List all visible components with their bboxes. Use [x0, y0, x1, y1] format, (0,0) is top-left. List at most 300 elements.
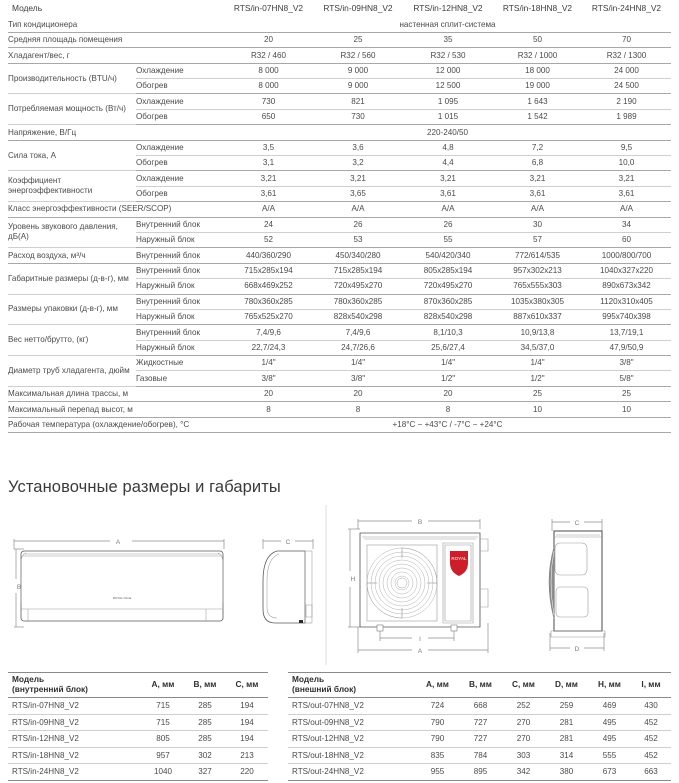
spec-header-model-3: RTS/in-18HN8_V2 [502, 3, 573, 14]
spec-row-value-0: 715x285x194 [224, 263, 313, 278]
spec-row-value-4: 34 [582, 217, 671, 232]
spec-row-value-1: 25 [313, 32, 403, 47]
outdoor-dims-value-0: 955 [416, 764, 459, 781]
spec-row-value-2: 8,1/10,3 [403, 325, 493, 340]
spec-header-label: Модель [12, 3, 43, 14]
spec-row-value-0: 8 000 [224, 79, 313, 94]
spec-row-value-1: 20 [313, 386, 403, 401]
outdoor-dims-value-5: 452 [631, 747, 671, 764]
outdoor-dims-value-3: 281 [545, 731, 588, 748]
outdoor-dimensions-table [288, 672, 671, 781]
indoor-dim-c-label: C [285, 539, 291, 546]
spec-row-value-3: 887x610x337 [493, 309, 582, 324]
spec-row-value-3: 50 [493, 32, 582, 47]
outdoor-unit-side-diagram [520, 511, 640, 665]
spec-row-value-1: R32 / 560 [313, 48, 403, 63]
spec-row-value-0: 3,5 [224, 140, 313, 155]
outdoor-dims-row [288, 698, 671, 715]
spec-row-value-3: 1/2" [493, 371, 582, 386]
outdoor-dims-value-2: 252 [502, 698, 545, 715]
indoor-dim-a-label: A [115, 539, 121, 546]
spec-row-value-4: 1000/800/700 [582, 248, 671, 263]
spec-row-value-3: R32 / 1000 [493, 48, 582, 63]
outdoor-dims-value-1: 784 [459, 747, 502, 764]
spec-row-sublabel: Обогрев [136, 79, 224, 94]
spec-row-value-1: 53 [313, 232, 403, 247]
indoor-dims-model: RTS/in-12HN8_V2 [8, 731, 142, 748]
spec-row-value-3: A/A [493, 202, 582, 217]
spec-row-value-1: 1/4" [313, 356, 403, 371]
spec-row-value-3: 1 643 [493, 94, 582, 109]
outdoor-dims-title-line2: (внешний блок) [292, 684, 356, 694]
spec-row-value-2: 3,61 [403, 186, 493, 201]
spec-row-value-0: 3,21 [224, 171, 313, 186]
spec-row-label: Размеры упаковки (д-в-г), мм [8, 294, 136, 325]
outdoor-dims-model: RTS/out-24HN8_V2 [288, 764, 416, 781]
indoor-side-foot [299, 620, 303, 623]
outdoor-dims-value-3: 281 [545, 714, 588, 731]
indoor-dims-value-1: 285 [184, 714, 226, 731]
spec-row-value-1: 450/340/280 [313, 248, 403, 263]
outdoor-dims-value-5: 663 [631, 764, 671, 781]
spec-row-label: Класс энергоэффективности (SEER/SCOP) [8, 202, 224, 217]
outdoor-dims-value-0: 835 [416, 747, 459, 764]
spec-row-label: Максимальный перепад высот, м [8, 402, 224, 417]
outdoor-dims-value-2: 270 [502, 731, 545, 748]
spec-row-value-1: 3/8" [313, 371, 403, 386]
spec-row-value-3: 3,21 [493, 171, 582, 186]
spec-row-sublabel: Наружный блок [136, 279, 224, 294]
outdoor-dims-model: RTS/out-18HN8_V2 [288, 747, 416, 764]
spec-row-value-4: R32 / 1300 [582, 48, 671, 63]
spec-row-sublabel: Обогрев [136, 156, 224, 171]
outdoor-dims-col-c: C, мм [502, 673, 545, 698]
outdoor-dims-col-h: H, мм [588, 673, 631, 698]
spec-row-value-2: A/A [403, 202, 493, 217]
outdoor-dims-value-3: 259 [545, 698, 588, 715]
spec-row-value-3: 25 [493, 386, 582, 401]
spec-row-value-4: 1 989 [582, 109, 671, 124]
spec-row [8, 217, 671, 232]
spec-row-value-4: 70 [582, 32, 671, 47]
spec-row-value-1: 720x495x270 [313, 279, 403, 294]
spec-row-label: Хладагент/вес, г [8, 48, 224, 63]
indoor-dim-b-label: B [16, 584, 22, 591]
indoor-dims-col-a: A, мм [142, 673, 184, 698]
spec-row [8, 248, 671, 263]
spec-row-label: Потребляемая мощность (Вт/ч) [8, 94, 136, 125]
spec-row-sublabel: Внутренний блок [136, 263, 224, 278]
spec-row-value-0: 668x469x252 [224, 279, 313, 294]
spec-row [8, 325, 671, 340]
spec-row-value-0: 730 [224, 94, 313, 109]
indoor-dims-head [8, 673, 268, 698]
spec-row [8, 171, 671, 186]
outdoor-dims-row [288, 731, 671, 748]
spec-row-label: Вес нетто/брутто, (кг) [8, 325, 136, 356]
spec-row-sublabel: Охлаждение [136, 140, 224, 155]
indoor-dims-value-1: 302 [184, 747, 226, 764]
outdoor-dims-value-5: 452 [631, 714, 671, 731]
outdoor-dims-value-3: 314 [545, 747, 588, 764]
outdoor-unit-front-diagram [340, 511, 520, 665]
outdoor-side-dim-c-label: C [574, 520, 580, 527]
indoor-dims-value-0: 957 [142, 747, 184, 764]
outdoor-dim-h-label: H [350, 576, 356, 583]
spec-row [8, 202, 671, 217]
spec-row-sublabel: Обогрев [136, 109, 224, 124]
spec-row-value-2: 12 000 [403, 63, 493, 78]
spec-row-value-4: 3/8" [582, 356, 671, 371]
spec-row-value-4: 1040x327x220 [582, 263, 671, 278]
specifications-table [8, 0, 671, 433]
spec-row-value-1: 3,21 [313, 171, 403, 186]
spec-row-value-2: 26 [403, 217, 493, 232]
indoor-dims-value-2: 213 [226, 747, 268, 764]
brand-logo-text: ROYAL [451, 556, 467, 561]
spec-row-sublabel: Наружный блок [136, 309, 224, 324]
outdoor-dims-value-2: 270 [502, 714, 545, 731]
outdoor-dims-title [288, 673, 416, 698]
spec-row-label: Тип кондиционера [8, 17, 224, 32]
spec-row-value-all: 220-240/50 [224, 125, 671, 140]
spec-row-value-0: 765x525x270 [224, 309, 313, 324]
spec-row [8, 32, 671, 47]
outdoor-dims-value-4: 673 [588, 764, 631, 781]
spec-row-value-1: 3,2 [313, 156, 403, 171]
spec-row-value-2: 720x495x270 [403, 279, 493, 294]
spec-row-value-0: 650 [224, 109, 313, 124]
spec-row-sublabel: Охлаждение [136, 94, 224, 109]
spec-row-value-all: настенная сплит-система [224, 17, 671, 32]
indoor-dims-body [8, 698, 268, 781]
indoor-dims-col-c: C, мм [226, 673, 268, 698]
outdoor-side-base [551, 631, 605, 637]
spec-row-label: Производительность (BTU/ч) [8, 63, 136, 94]
spec-row-value-1: 7,4/9,6 [313, 325, 403, 340]
spec-row-value-2: 1 095 [403, 94, 493, 109]
spec-row-sublabel: Наружный блок [136, 232, 224, 247]
spec-row-value-2: 8 [403, 402, 493, 417]
indoor-dims-value-2: 220 [226, 764, 268, 781]
spec-row-value-2: 828x540x298 [403, 309, 493, 324]
spec-row-value-0: 7,4/9,6 [224, 325, 313, 340]
spec-row [8, 356, 671, 371]
spec-row-value-2: 55 [403, 232, 493, 247]
spec-row [8, 294, 671, 309]
spec-row-sublabel: Жидкостные [136, 356, 224, 371]
spec-row-label: Рабочая температура (охлаждение/обогрев), °С [8, 417, 224, 432]
spec-row-value-0: 1/4" [224, 356, 313, 371]
outdoor-dims-title-line1: Модель [292, 674, 325, 685]
spec-header-model-1: RTS/in-09HN8_V2 [323, 3, 393, 14]
spec-row-value-3: 7,2 [493, 140, 582, 155]
outdoor-dims-row [288, 764, 671, 781]
outdoor-dims-value-1: 668 [459, 698, 502, 715]
outdoor-dims-col-i: I, мм [631, 673, 671, 698]
spec-row-sublabel: Обогрев [136, 186, 224, 201]
spec-row-sublabel: Охлаждение [136, 171, 224, 186]
spec-row-value-3: 772/614/535 [493, 248, 582, 263]
outdoor-dim-a-label: A [417, 648, 423, 655]
spec-row-value-0: 20 [224, 32, 313, 47]
spec-row-value-1: 3,6 [313, 140, 403, 155]
spec-row-value-4: 24 500 [582, 79, 671, 94]
spec-row-value-3: 10 [493, 402, 582, 417]
spec-row [8, 17, 671, 32]
spec-row-value-2: 35 [403, 32, 493, 47]
outdoor-side-coil [549, 547, 554, 619]
outdoor-dims-value-1: 727 [459, 714, 502, 731]
spec-row-value-4: 5/8" [582, 371, 671, 386]
spec-header-model-2: RTS/in-12HN8_V2 [413, 3, 483, 14]
indoor-side-outline [263, 551, 305, 623]
outdoor-dim-i-label: I [419, 636, 421, 643]
spec-row-label: Диаметр труб хладагента, дюйм [8, 356, 136, 387]
outdoor-dims-col-b: B, мм [459, 673, 502, 698]
spec-row-value-1: 26 [313, 217, 403, 232]
outdoor-side-outline [554, 531, 602, 631]
indoor-dims-col-b: B, мм [184, 673, 226, 698]
indoor-dims-row [8, 731, 268, 748]
outdoor-dims-model: RTS/out-12HN8_V2 [288, 731, 416, 748]
outdoor-pipe-top [480, 539, 488, 551]
indoor-dims-model: RTS/in-18HN8_V2 [8, 747, 142, 764]
spec-row-sublabel: Газовые [136, 371, 224, 386]
spec-row-value-4: 3,21 [582, 171, 671, 186]
spec-row-value-4: 890x673x342 [582, 279, 671, 294]
spec-row-value-3: 30 [493, 217, 582, 232]
indoor-unit-side-diagram [255, 535, 325, 640]
outdoor-dims-head [288, 673, 671, 698]
outdoor-dims-value-3: 380 [545, 764, 588, 781]
spec-row-value-2: 4,4 [403, 156, 493, 171]
spec-row-value-2: 4,8 [403, 140, 493, 155]
spec-row-value-3: 957x302x213 [493, 263, 582, 278]
spec-row-value-1: 828x540x298 [313, 309, 403, 324]
indoor-unit-front-diagram [10, 535, 240, 640]
spec-row [8, 263, 671, 278]
spec-row-value-4: 60 [582, 232, 671, 247]
spec-header-model-4: RTS/in-24HN8_V2 [591, 3, 662, 14]
spec-row-sublabel: Внутренний блок [136, 325, 224, 340]
indoor-dims-title-line1: Модель [12, 674, 45, 685]
spec-row-value-3: 1035x380x305 [493, 294, 582, 309]
spec-row-label: Сила тока, А [8, 140, 136, 171]
spec-header-model-0: RTS/in-07HN8_V2 [233, 3, 304, 14]
spec-row-value-0: R32 / 460 [224, 48, 313, 63]
outdoor-dims-value-0: 790 [416, 731, 459, 748]
indoor-dims-value-0: 715 [142, 698, 184, 715]
spec-row-sublabel: Внутренний блок [136, 217, 224, 232]
spec-row-value-4: 3,61 [582, 186, 671, 201]
spec-table-body [8, 17, 671, 433]
outdoor-dims-value-0: 790 [416, 714, 459, 731]
spec-row-value-1: 24,7/26,6 [313, 340, 403, 355]
indoor-dims-model: RTS/in-07HN8_V2 [8, 698, 142, 715]
indoor-side-port [306, 605, 312, 617]
spec-row-value-3: 19 000 [493, 79, 582, 94]
outdoor-dims-model: RTS/out-09HN8_V2 [288, 714, 416, 731]
spec-row-label: Расход воздуха, м³/ч [8, 248, 136, 263]
outdoor-dims-value-5: 430 [631, 698, 671, 715]
spec-row-value-3: 1 542 [493, 109, 582, 124]
indoor-brand-mark: ROYAL Clima [112, 596, 132, 600]
indoor-dims-header-row [8, 673, 268, 698]
spec-row-sublabel: Внутренний блок [136, 248, 224, 263]
spec-row-label: Коэффициент энергоэффективности [8, 171, 136, 202]
indoor-dims-title-line2: (внутренний блок) [12, 684, 88, 694]
spec-row-value-2: 1 015 [403, 109, 493, 124]
indoor-dims-value-0: 805 [142, 731, 184, 748]
outdoor-dims-value-4: 495 [588, 731, 631, 748]
spec-row-value-0: 3,61 [224, 186, 313, 201]
spec-row-value-1: 9 000 [313, 63, 403, 78]
outdoor-dims-value-4: 555 [588, 747, 631, 764]
spec-row-value-2: 20 [403, 386, 493, 401]
spec-row-value-4: 2 190 [582, 94, 671, 109]
outdoor-pipe-bottom [480, 589, 488, 607]
outdoor-dims-value-1: 895 [459, 764, 502, 781]
spec-row [8, 94, 671, 109]
spec-row-value-0: 780x360x285 [224, 294, 313, 309]
spec-row-label: Уровень звукового давления, дБ(А) [8, 217, 136, 248]
spec-row-value-2: 805x285x194 [403, 263, 493, 278]
outdoor-dims-value-0: 724 [416, 698, 459, 715]
outdoor-dims-value-4: 469 [588, 698, 631, 715]
indoor-dimensions-table [8, 672, 268, 781]
spec-row-value-0: 3/8" [224, 371, 313, 386]
indoor-dims-model: RTS/in-24HN8_V2 [8, 764, 142, 781]
spec-row [8, 386, 671, 401]
spec-row [8, 402, 671, 417]
spec-row-value-0: 20 [224, 386, 313, 401]
spec-row-value-1: 821 [313, 94, 403, 109]
spec-row-value-2: 540/420/340 [403, 248, 493, 263]
indoor-dims-value-1: 285 [184, 731, 226, 748]
spec-row [8, 125, 671, 140]
spec-row [8, 140, 671, 155]
spec-row-value-3: 34,5/37,0 [493, 340, 582, 355]
spec-row-value-3: 10,9/13,8 [493, 325, 582, 340]
spec-row-value-0: 440/360/290 [224, 248, 313, 263]
spec-row-value-0: A/A [224, 202, 313, 217]
indoor-body-outline [21, 551, 223, 621]
spec-row-value-4: 47,9/50,9 [582, 340, 671, 355]
spec-row-label: Напряжение, В/Гц [8, 125, 224, 140]
outdoor-dims-row [288, 714, 671, 731]
spec-row-value-0: 52 [224, 232, 313, 247]
spec-row-value-0: 22,7/24,3 [224, 340, 313, 355]
outdoor-side-dim-d-label: D [574, 646, 580, 653]
spec-row-value-3: 765x555x303 [493, 279, 582, 294]
indoor-dims-value-2: 194 [226, 698, 268, 715]
indoor-dims-row [8, 698, 268, 715]
outdoor-fan-hub [397, 578, 407, 588]
spec-row-label: Габаритные размеры (д-в-г), мм [8, 263, 136, 294]
spec-row-value-all: +18°C − +43°C / -7°C − +24°C [224, 417, 671, 432]
spec-row-value-1: A/A [313, 202, 403, 217]
outdoor-dims-header-row [288, 673, 671, 698]
outdoor-dims-value-4: 495 [588, 714, 631, 731]
indoor-dims-value-1: 285 [184, 698, 226, 715]
spec-row-value-2: 12 500 [403, 79, 493, 94]
spec-row-value-1: 3,65 [313, 186, 403, 201]
spec-row-sublabel: Наружный блок [136, 340, 224, 355]
outdoor-dims-value-1: 727 [459, 731, 502, 748]
outdoor-dim-b-label: B [417, 519, 423, 526]
spec-row-value-0: 3,1 [224, 156, 313, 171]
spec-row-value-4: 10,0 [582, 156, 671, 171]
indoor-dims-row [8, 764, 268, 781]
spec-row-value-4: 995x740x398 [582, 309, 671, 324]
spec-row-value-2: 25,6/27,4 [403, 340, 493, 355]
spec-row-value-4: 1120x310x405 [582, 294, 671, 309]
spec-row [8, 48, 671, 63]
indoor-dims-value-2: 194 [226, 731, 268, 748]
spec-row-value-4: 9,5 [582, 140, 671, 155]
spec-row-value-1: 730 [313, 109, 403, 124]
spec-row-value-3: 6,8 [493, 156, 582, 171]
spec-row-value-3: 18 000 [493, 63, 582, 78]
spec-row-sublabel: Охлаждение [136, 63, 224, 78]
section-title: Установочные размеры и габариты [8, 478, 281, 496]
indoor-dims-row [8, 747, 268, 764]
outdoor-dims-model: RTS/out-07HN8_V2 [288, 698, 416, 715]
spec-row-value-4: 13,7/19,1 [582, 325, 671, 340]
outdoor-dims-row [288, 747, 671, 764]
diagrams-area [0, 505, 679, 665]
spec-row-value-0: 24 [224, 217, 313, 232]
spec-row-value-1: 715x285x194 [313, 263, 403, 278]
spec-row-value-4: 10 [582, 402, 671, 417]
outdoor-dims-value-5: 452 [631, 731, 671, 748]
indoor-dims-value-1: 327 [184, 764, 226, 781]
outdoor-dims-value-2: 342 [502, 764, 545, 781]
spec-row-value-0: 8 000 [224, 63, 313, 78]
spec-row-value-2: 1/4" [403, 356, 493, 371]
spec-row-value-2: 870x360x285 [403, 294, 493, 309]
indoor-dims-value-0: 715 [142, 714, 184, 731]
indoor-dims-title [8, 673, 142, 698]
spec-row-value-1: 9 000 [313, 79, 403, 94]
spec-row-label: Средняя площадь помещения [8, 32, 224, 47]
spec-row-value-3: 3,61 [493, 186, 582, 201]
spec-header-row [8, 0, 671, 17]
spec-row-value-1: 780x360x285 [313, 294, 403, 309]
spec-row-value-0: 8 [224, 402, 313, 417]
spec-table-head [8, 0, 671, 17]
indoor-dims-model: RTS/in-09HN8_V2 [8, 714, 142, 731]
indoor-dims-value-0: 1040 [142, 764, 184, 781]
outdoor-dims-body [288, 698, 671, 781]
spec-row-value-3: 1/4" [493, 356, 582, 371]
spec-row-sublabel: Внутренний блок [136, 294, 224, 309]
spec-row [8, 63, 671, 78]
spec-row [8, 417, 671, 432]
spec-row-value-1: 8 [313, 402, 403, 417]
outdoor-dims-value-2: 303 [502, 747, 545, 764]
spec-row-value-2: R32 / 530 [403, 48, 493, 63]
indoor-dims-value-2: 194 [226, 714, 268, 731]
indoor-dims-row [8, 714, 268, 731]
outdoor-dims-col-a: A, мм [416, 673, 459, 698]
spec-row-value-2: 1/2" [403, 371, 493, 386]
spec-row-value-3: 57 [493, 232, 582, 247]
spec-row-value-4: 24 000 [582, 63, 671, 78]
spec-row-value-4: 25 [582, 386, 671, 401]
outdoor-dims-col-d: D, мм [545, 673, 588, 698]
